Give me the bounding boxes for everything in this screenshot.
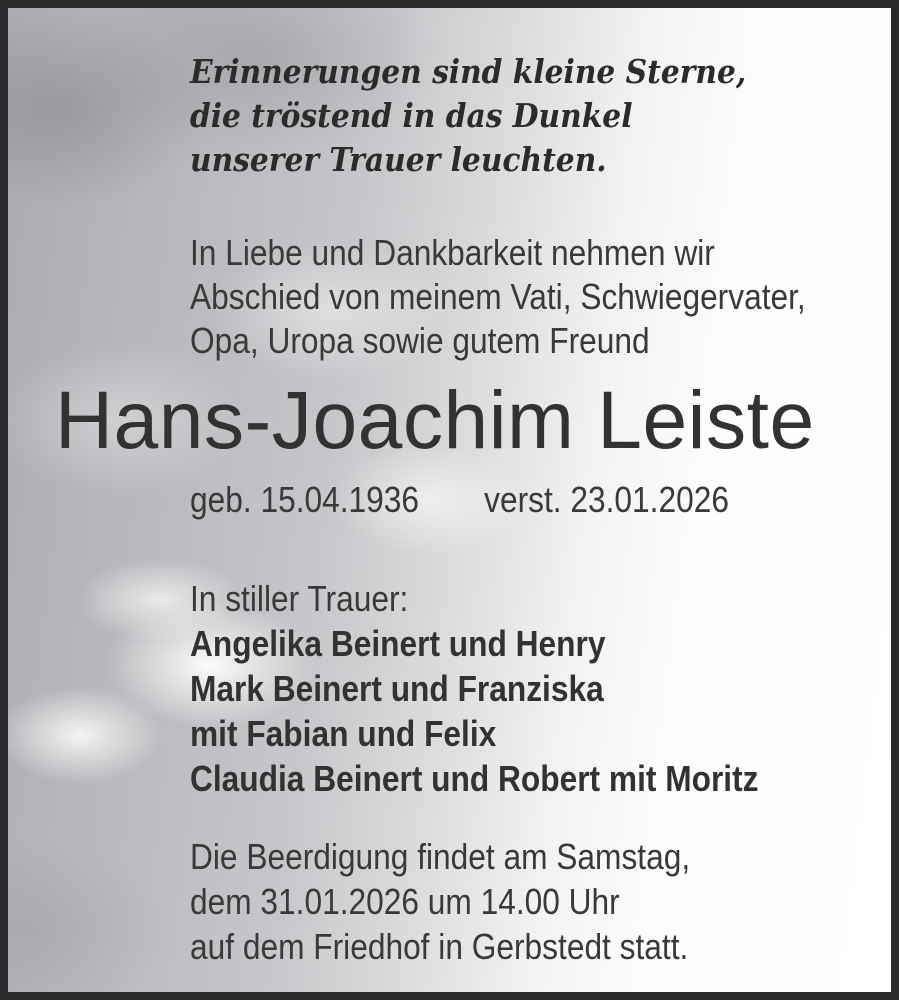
funeral-line: dem 31.01.2026 um 14.00 Uhr xyxy=(190,881,620,922)
funeral-line: Die Beerdigung findet am Samstag, xyxy=(190,836,691,877)
funeral-details xyxy=(190,834,690,969)
mourners-section xyxy=(190,576,758,801)
mourner-name: Mark Beinert und Franziska xyxy=(190,668,604,709)
mourner-name: mit Fabian und Felix xyxy=(190,713,497,754)
funeral-line: auf dem Friedhof in Gerbstedt statt. xyxy=(190,926,689,967)
verse-line: die tröstend in das Dunkel xyxy=(190,96,633,135)
deceased-name: Hans-Joachim Leiste xyxy=(55,375,815,466)
mourner-name: Claudia Beinert und Robert mit Moritz xyxy=(190,758,759,799)
intro-line: Opa, Uropa sowie gutem Freund xyxy=(190,320,650,361)
life-dates xyxy=(190,478,729,522)
memorial-verse xyxy=(190,50,746,182)
mourner-name: Angelika Beinert und Henry xyxy=(190,623,606,664)
mourners-label: In stiller Trauer: xyxy=(190,578,409,619)
birth-date: geb. 15.04.1936 xyxy=(190,479,420,520)
death-date: verst. 23.01.2026 xyxy=(484,479,729,520)
verse-line: unserer Trauer leuchten. xyxy=(190,140,607,179)
verse-line: Erinnerungen sind kleine Sterne, xyxy=(190,52,747,91)
intro-paragraph xyxy=(190,231,806,363)
intro-line: Abschied von meinem Vati, Schwiegervater, xyxy=(190,276,806,317)
intro-line: In Liebe und Dankbarkeit nehmen wir xyxy=(190,232,715,273)
